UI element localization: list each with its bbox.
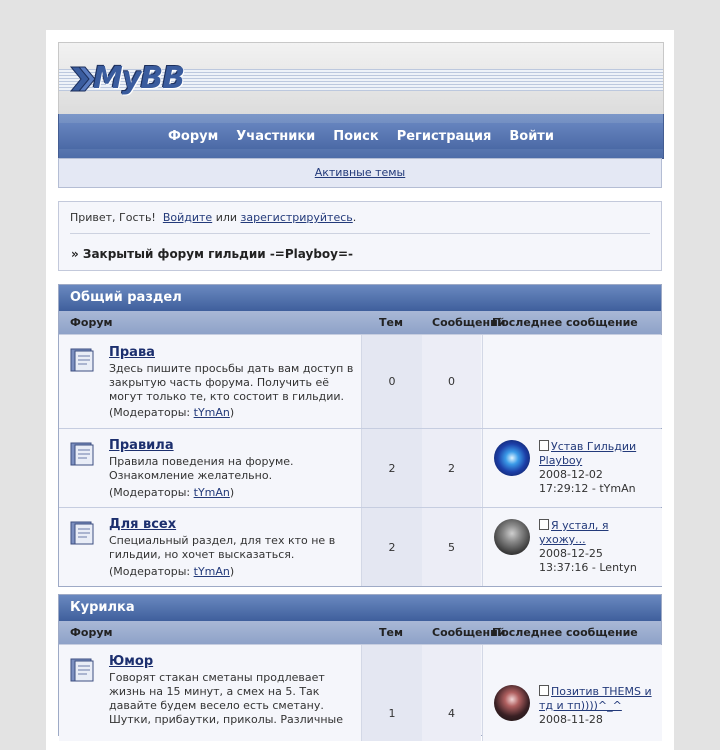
page-container [46, 30, 674, 750]
col-posts: Сообщений [432, 316, 506, 329]
welcome-box [58, 201, 662, 271]
category-smoking-room [58, 594, 662, 736]
last-post-time-user: 13:37:16 - Lentyn [539, 561, 637, 574]
welcome-line [70, 211, 356, 224]
last-post-link[interactable]: Позитив THEMS и тд и тп))))^_^ [539, 685, 652, 712]
topics-count: 2 [388, 541, 396, 554]
nav-login[interactable]: Войти [509, 128, 554, 144]
last-post-empty [482, 335, 662, 428]
moderator-link[interactable]: tYmAn [193, 486, 230, 499]
active-topics-link[interactable]: Активные темы [314, 166, 406, 179]
post-icon [539, 685, 549, 696]
or-text: или [215, 211, 238, 224]
forum-row [59, 428, 661, 507]
breadcrumb: » Закрытый форум гильдии -=Playboy=- [71, 247, 354, 261]
user-avatar[interactable] [494, 519, 530, 555]
last-post-link[interactable]: Я устал, я ухожу... [539, 519, 609, 546]
forum-status-icon [70, 441, 96, 467]
moderators-close: ) [229, 406, 235, 419]
forum-description: Правила поведения на форуме. Ознакомление желательно. [109, 455, 294, 482]
forum-moderators [109, 565, 234, 578]
forum-moderators [109, 406, 234, 419]
forum-row [59, 644, 661, 741]
topics-count: 0 [388, 375, 396, 388]
last-post-link[interactable]: Устав Гильдии Playboy [539, 440, 637, 467]
mybb-logo[interactable] [69, 61, 185, 97]
category-general [58, 284, 662, 587]
moderators-close: ) [229, 565, 235, 578]
last-post-time-user: 17:29:12 - tYmAn [539, 482, 636, 495]
category-title[interactable]: Общий раздел [59, 285, 661, 311]
posts-count: 4 [448, 707, 455, 720]
period-text: . [352, 211, 357, 224]
forum-link-rules[interactable]: Правила [109, 438, 174, 453]
moderator-link[interactable]: tYmAn [193, 406, 230, 419]
forum-link-rights[interactable]: Права [109, 345, 155, 360]
last-post-info [539, 440, 657, 496]
column-header [59, 621, 661, 644]
post-icon [539, 519, 549, 530]
forum-status-icon [70, 657, 96, 683]
forum-row [59, 334, 661, 428]
posts-count: 5 [448, 541, 455, 554]
topics-count: 1 [388, 707, 396, 720]
col-forum: Форум [70, 316, 113, 329]
nav-search[interactable]: Поиск [333, 128, 379, 144]
posts-count: 0 [448, 375, 455, 388]
posts-count: 2 [448, 462, 455, 475]
forum-description: Специальный раздел, для тех кто не в гильдии, но хочет высказаться. [109, 534, 336, 561]
col-last: Последнее сообщение [492, 316, 638, 329]
moderators-label: (Модераторы: [109, 406, 191, 419]
forum-row [59, 507, 661, 586]
forum-link-humor[interactable]: Юмор [109, 654, 154, 669]
forum-status-icon [70, 347, 96, 373]
col-topics: Тем [379, 316, 403, 329]
last-post-date: 2008-11-28 [539, 713, 603, 726]
topics-count: 2 [388, 462, 396, 475]
forum-link-for-all[interactable]: Для всех [109, 517, 177, 532]
nav-register[interactable]: Регистрация [396, 128, 492, 144]
moderator-link[interactable]: tYmAn [193, 565, 230, 578]
col-posts: Сообщений [432, 626, 506, 639]
greeting-text: Привет, Гость! [70, 211, 156, 224]
user-avatar[interactable] [494, 685, 530, 721]
moderators-close: ) [229, 486, 235, 499]
moderators-label: (Модераторы: [109, 565, 191, 578]
last-post-info [539, 685, 657, 727]
category-title[interactable]: Курилка [59, 595, 661, 621]
header-banner [58, 42, 664, 115]
last-post-date: 2008-12-02 [539, 468, 603, 481]
subnav-bar [58, 158, 662, 188]
last-post-info [539, 519, 657, 575]
login-link[interactable]: Войдите [162, 211, 213, 224]
nav-members[interactable]: Участники [236, 128, 316, 144]
main-nav [58, 114, 664, 159]
user-avatar[interactable] [494, 440, 530, 476]
welcome-divider [70, 233, 650, 234]
forum-status-icon [70, 520, 96, 546]
column-header [59, 311, 661, 334]
nav-forum[interactable]: Форум [168, 128, 219, 144]
logo-text: MyBB [93, 61, 185, 96]
post-icon [539, 440, 549, 451]
moderators-label: (Модераторы: [109, 486, 191, 499]
forum-moderators [109, 486, 234, 499]
register-link[interactable]: зарегистрируйтесь [240, 211, 353, 224]
last-post-date: 2008-12-25 [539, 547, 603, 560]
col-topics: Тем [379, 626, 403, 639]
forum-description: Говорят стакан сметаны продлевает жизнь на 15 минут, а смех на 5. Так давайте будем весело есть сметану. Шутки, прибаутки, приколы. Различные [109, 671, 343, 726]
forum-description: Здесь пишите просьбы дать вам доступ в закрытую часть форума. Получить её могут только те, кто состоит в гильдии. [109, 362, 354, 403]
col-forum: Форум [70, 626, 113, 639]
col-last: Последнее сообщение [492, 626, 638, 639]
